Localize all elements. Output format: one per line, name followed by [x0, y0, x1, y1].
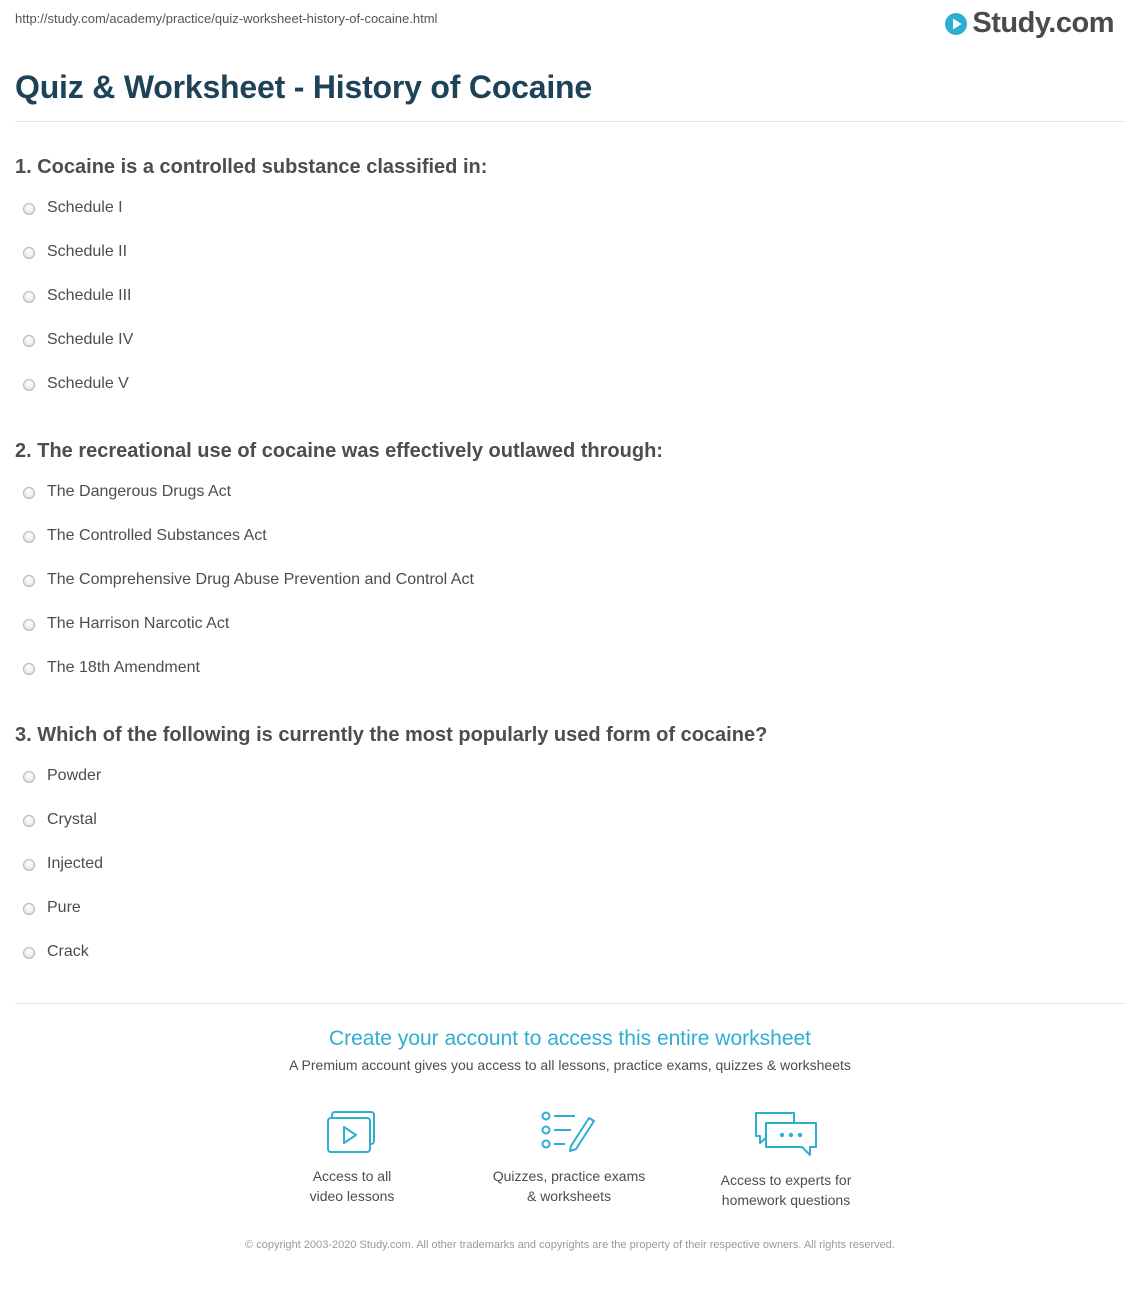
create-account-link[interactable]: Create your account to access this entire worksheet — [328, 1027, 812, 1050]
question-text: 2. The recreational use of cocaine was effectively outlawed through: — [15, 440, 663, 462]
answer-option[interactable] — [15, 242, 1125, 286]
answer-option[interactable] — [15, 570, 1125, 614]
feature-experts — [686, 1110, 886, 1210]
answer-label: Powder — [47, 767, 102, 784]
answer-option[interactable] — [15, 286, 1125, 330]
radio-button[interactable] — [23, 859, 35, 871]
radio-button[interactable] — [23, 771, 35, 783]
answer-label: Crystal — [47, 811, 97, 828]
answer-option[interactable] — [15, 614, 1125, 658]
feature-line: Access to experts for — [720, 1172, 852, 1188]
answer-options — [15, 198, 1125, 418]
question-text: 3. Which of the following is currently the most popularly used form of cocaine? — [15, 724, 768, 746]
feature-line: Access to all — [312, 1168, 392, 1184]
answer-label: The 18th Amendment — [47, 659, 200, 676]
answer-option[interactable] — [15, 330, 1125, 374]
radio-button[interactable] — [23, 531, 35, 543]
feature-line: video lessons — [309, 1188, 395, 1204]
answer-option[interactable] — [15, 854, 1125, 898]
feature-line: homework questions — [721, 1192, 851, 1208]
radio-button[interactable] — [23, 291, 35, 303]
answer-option[interactable] — [15, 526, 1125, 570]
answer-label: Schedule III — [47, 287, 132, 304]
study-logo[interactable] — [944, 7, 1114, 40]
quiz-checklist-icon — [541, 1110, 597, 1154]
feature-line: Quizzes, practice exams — [492, 1168, 646, 1184]
divider — [15, 121, 1125, 122]
answer-label: Pure — [47, 899, 81, 916]
answer-options — [15, 766, 1125, 986]
answer-option[interactable] — [15, 898, 1125, 942]
answer-label: The Controlled Substances Act — [47, 527, 267, 544]
radio-button[interactable] — [23, 379, 35, 391]
radio-button[interactable] — [23, 575, 35, 587]
radio-button[interactable] — [23, 487, 35, 499]
logo-text: Study.com — [972, 7, 1114, 39]
premium-description: A Premium account gives you access to all lessons, practice exams, quizzes & worksheets — [289, 1057, 851, 1073]
answer-option[interactable] — [15, 942, 1125, 986]
answer-option[interactable] — [15, 766, 1125, 810]
radio-button[interactable] — [23, 203, 35, 215]
feature-line: & worksheets — [526, 1188, 612, 1204]
play-logo-icon — [944, 12, 968, 36]
answer-label: The Comprehensive Drug Abuse Prevention and Control Act — [47, 571, 474, 588]
answer-label: Schedule I — [47, 199, 123, 216]
radio-button[interactable] — [23, 619, 35, 631]
answer-option[interactable] — [15, 374, 1125, 418]
divider — [15, 1003, 1125, 1004]
question-3 — [15, 723, 1125, 986]
video-lesson-icon — [326, 1110, 378, 1154]
radio-button[interactable] — [23, 663, 35, 675]
feature-quizzes — [469, 1110, 669, 1206]
answer-label: The Harrison Narcotic Act — [47, 615, 230, 632]
answer-label: The Dangerous Drugs Act — [47, 483, 232, 500]
question-text: 1. Cocaine is a controlled substance classified in: — [15, 156, 488, 178]
radio-button[interactable] — [23, 335, 35, 347]
radio-button[interactable] — [23, 815, 35, 827]
radio-button[interactable] — [23, 903, 35, 915]
answer-label: Injected — [47, 855, 104, 872]
radio-button[interactable] — [23, 947, 35, 959]
answer-label: Crack — [47, 943, 89, 960]
answer-option[interactable] — [15, 198, 1125, 242]
answer-option[interactable] — [15, 810, 1125, 854]
question-1 — [15, 155, 1125, 418]
answer-label: Schedule II — [47, 243, 128, 260]
answer-label: Schedule V — [47, 375, 129, 392]
answer-options — [15, 482, 1125, 702]
page-title: Quiz & Worksheet - History of Cocaine — [15, 69, 592, 105]
chat-bubbles-icon — [754, 1110, 818, 1158]
answer-label: Schedule IV — [47, 331, 134, 348]
copyright-footer: © copyright 2003-2020 Study.com. All other trademarks and copyrights are the property of their respective owners. All rights reserved. — [245, 1239, 895, 1251]
question-2 — [15, 439, 1125, 702]
answer-option[interactable] — [15, 658, 1125, 702]
radio-button[interactable] — [23, 247, 35, 259]
feature-video-lessons — [252, 1110, 452, 1206]
answer-option[interactable] — [15, 482, 1125, 526]
page-url: http://study.com/academy/practice/quiz-worksheet-history-of-cocaine.html — [15, 11, 438, 26]
